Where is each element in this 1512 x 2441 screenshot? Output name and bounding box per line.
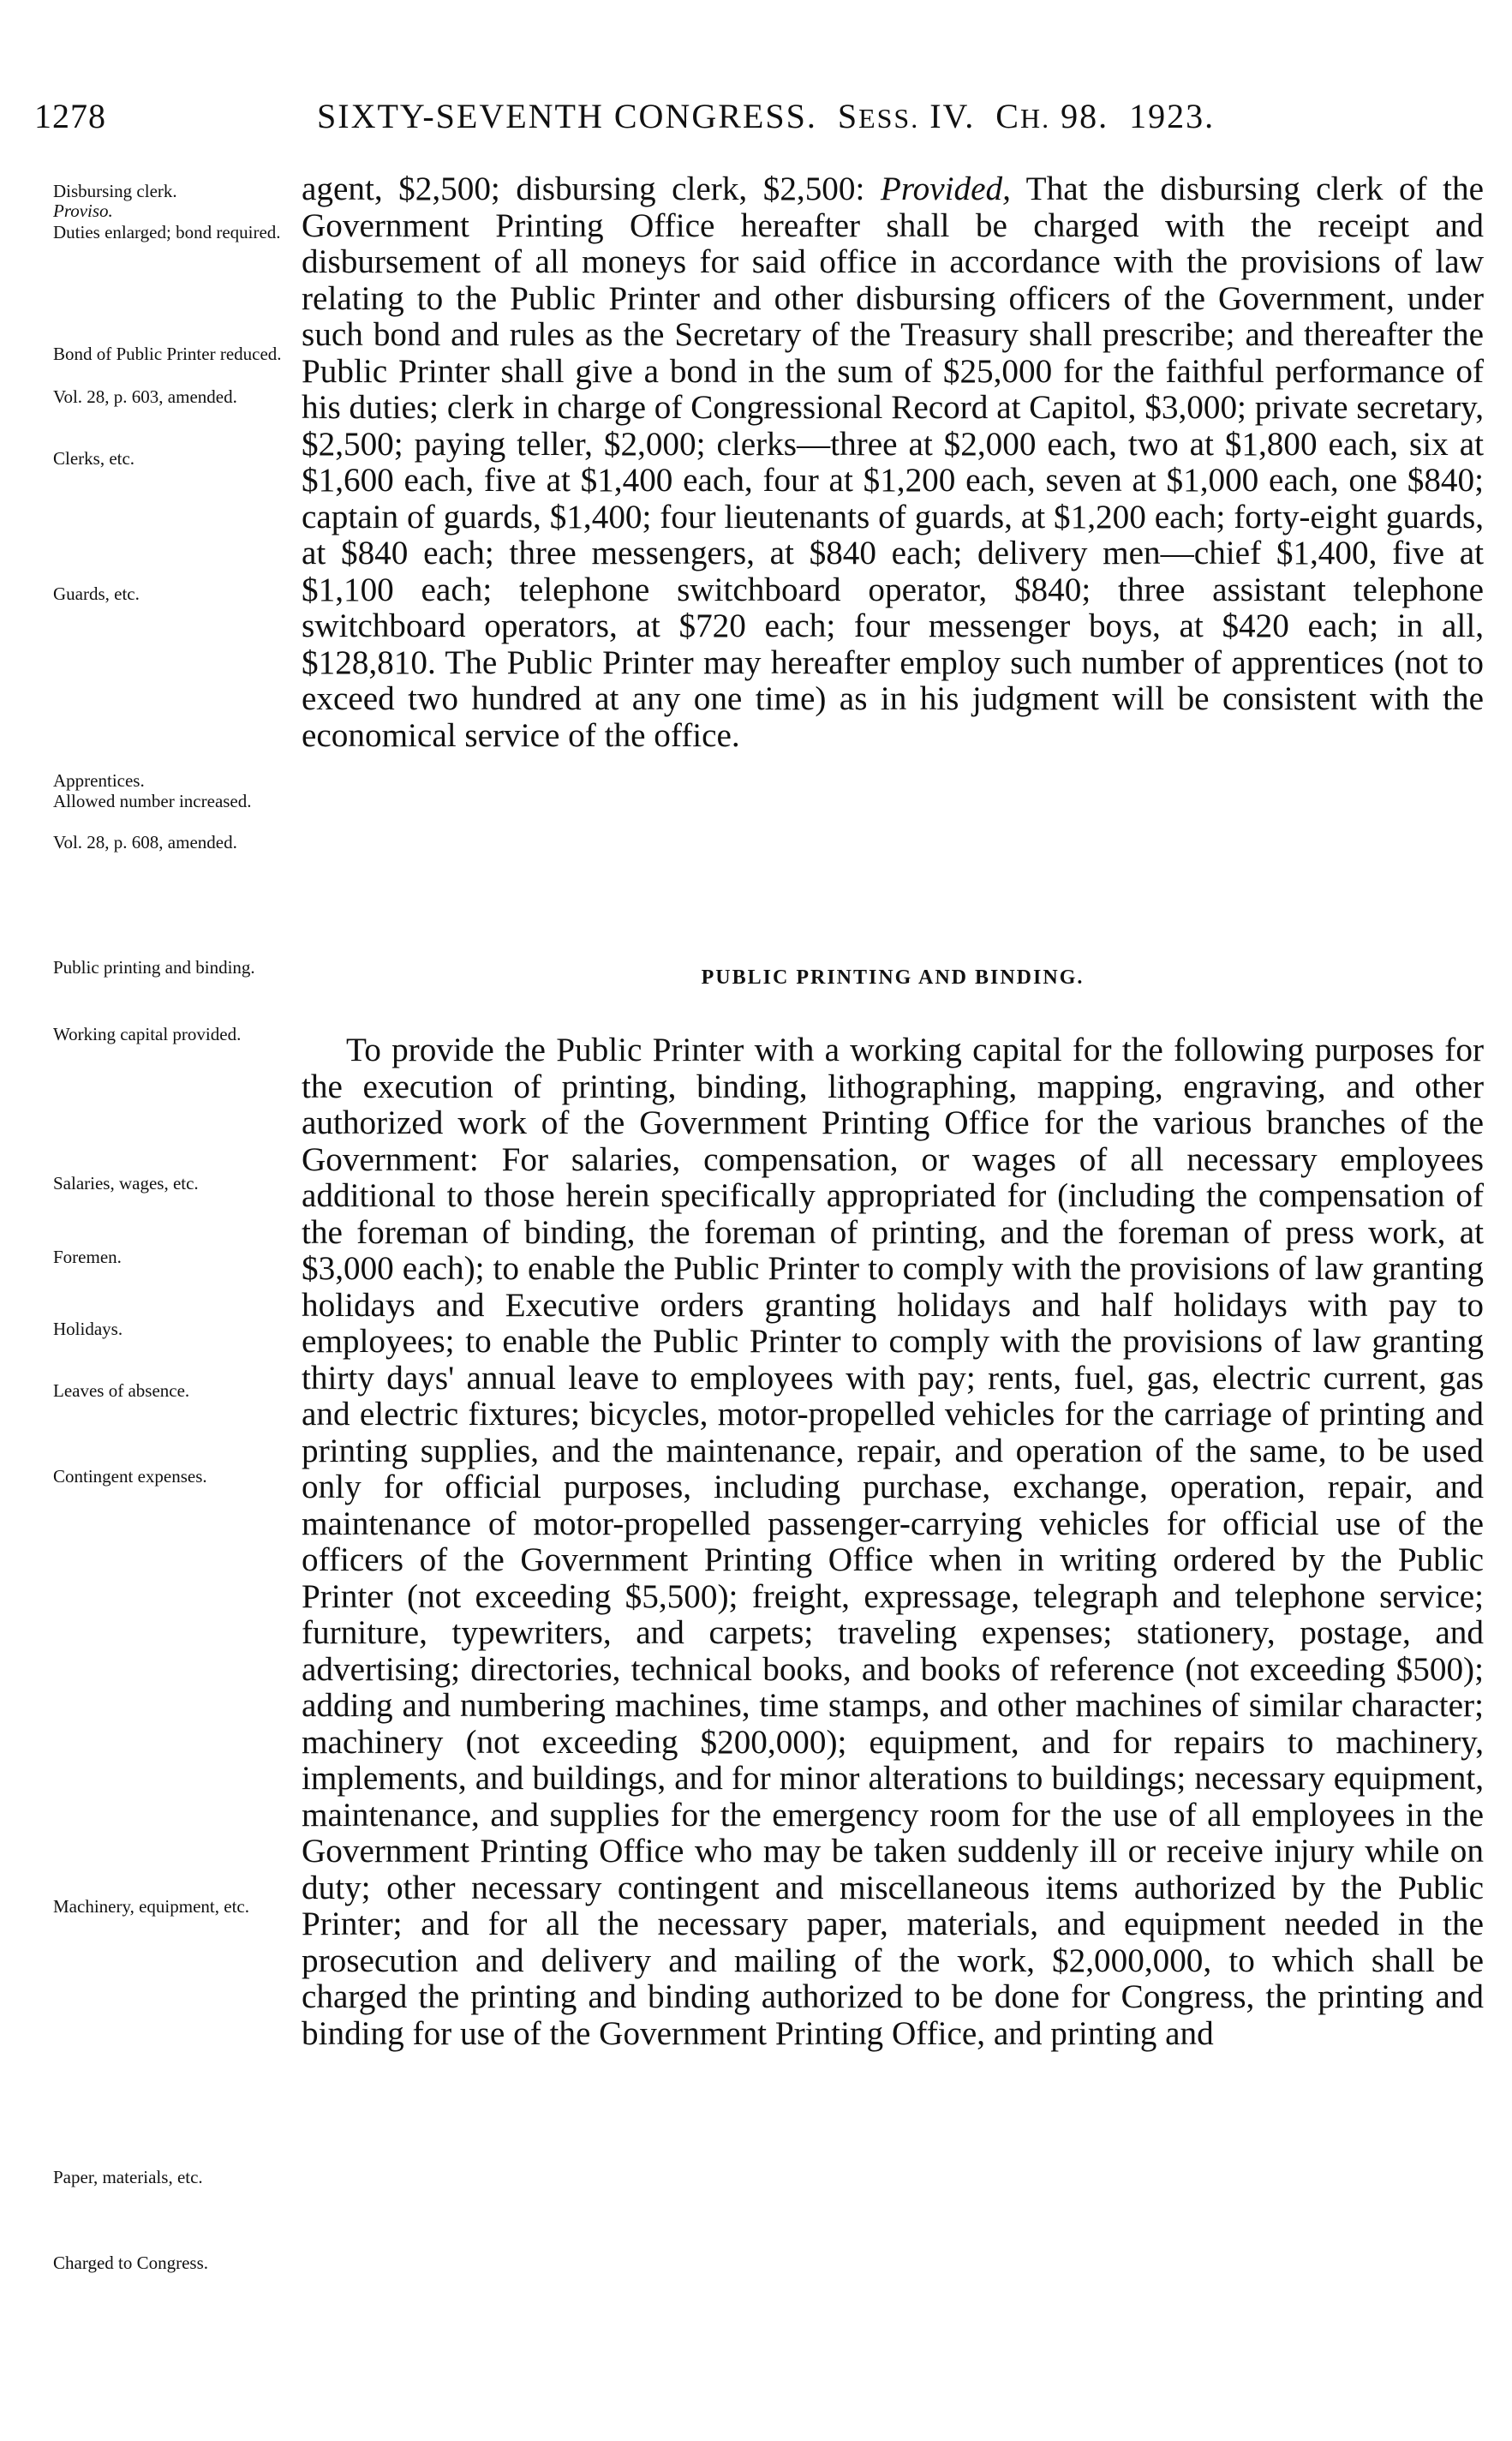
page-number: 1278 bbox=[34, 97, 106, 135]
margin-note: Proviso. bbox=[53, 200, 113, 221]
chapter-rest: H. bbox=[1019, 103, 1051, 134]
chapter-prefix: C bbox=[995, 97, 1020, 135]
year: 1923. bbox=[1129, 97, 1216, 135]
margin-note: Clerks, etc. bbox=[53, 448, 135, 469]
margin-note: Holidays. bbox=[53, 1319, 123, 1339]
margin-note: Salaries, wages, etc. bbox=[53, 1173, 199, 1194]
paragraph-1 bbox=[302, 171, 1484, 754]
margin-note: Working capital provided. bbox=[53, 1024, 242, 1044]
session-number: IV. bbox=[929, 97, 976, 135]
paragraph-2 bbox=[302, 1032, 1484, 2052]
margin-note: Apprentices. bbox=[53, 770, 145, 791]
margin-note: Duties enlarged; bond required. bbox=[53, 222, 281, 242]
chapter-number: 98. bbox=[1061, 97, 1109, 135]
margin-note: Vol. 28, p. 603, amended. bbox=[53, 386, 237, 407]
margin-note: Bond of Public Printer reduced. bbox=[53, 344, 282, 364]
section-heading: PUBLIC PRINTING AND BINDING. bbox=[701, 966, 1085, 989]
session-prefix: S bbox=[837, 97, 859, 135]
running-head bbox=[317, 96, 1215, 136]
margin-note: Leaves of absence. bbox=[53, 1380, 190, 1401]
margin-note: Foremen. bbox=[53, 1247, 122, 1267]
margin-note: Vol. 28, p. 608, amended. bbox=[53, 832, 237, 853]
margin-note: Public printing and binding. bbox=[53, 957, 255, 978]
paragraph-1-start: agent, $2,500; disbursing clerk, $2,500: bbox=[302, 171, 881, 207]
proviso-word: Provided, bbox=[880, 171, 1011, 207]
margin-note: Paper, materials, etc. bbox=[53, 2167, 203, 2187]
paragraph-2-text: To provide the Public Printer with a working capital for the following purposes for the execution of printing, binding, lithographing, mapping, engraving, and other authorized work of the Government Printing Office for the various branches of the Government: For salaries, compensation, or wages of all necessary employees additional to those herein specifically appropriated for (including the compensation of the foreman of binding, the foreman of printing, and the foreman of press work, at $3,000 each); to enable the Public Printer to comply with the provisions of law granting holidays and Executive orders granting holidays and half holidays with pay to employees; to enable the Public Printer to comply with the provisions of law granting thirty days' annual leave to employees with pay; rents, fuel, gas, electric current, gas and electric fixtures; bicycles, motor-propelled vehicles for the carriage of printing and printing supplies, and the maintenance, repair, and operation of the same, to be used only for official purposes, including purchase, exchange, operation, repair, and maintenance of motor-propelled passenger-carrying vehicles for official use of the officers of the Government Printing Office when in writing ordered by the Public Printer (not exceeding $5,500); freight, expressage, telegraph and telephone service; furniture, typewriters, and carpets; traveling expenses; stationery, postage, and advertising; directories, technical books, and books of reference (not exceeding $500); adding and numbering machines, time stamps, and other machines of similar character; machinery (not exceeding $200,000); equipment, and for repairs to machinery, implements, and buildings, and for minor alterations to buildings; necessary equipment, maintenance, and supplies for the emergency room for the use of all employees in the Government Printing Office who may be taken suddenly ill or receive injury while on duty; other necessary contingent and miscellaneous items authorized by the Public Printer; and for all the necessary paper, materials, and equipment needed in the prosecution and delivery and mailing of the work, $2,000,000, to which shall be charged the printing and binding authorized to be done for Congress, the printing and binding for use of the Government Printing Office, and printing and bbox=[302, 1032, 1484, 2052]
margin-note: Guards, etc. bbox=[53, 583, 140, 604]
margin-note: Disbursing clerk. bbox=[53, 181, 177, 201]
margin-note: Contingent expenses. bbox=[53, 1466, 207, 1487]
paragraph-1-rest: That the disbursing clerk of the Government Printing Office hereafter shall be charged with the receipt and disbursement of all moneys for said office in accordance with the provisions of law relating to the Public Printer and other disbursing officers of the Government, under such bond and rules as the Secretary of the Treasury shall prescribe; and thereafter the Public Printer shall give a bond in the sum of $25,000 for the faithful performance of his duties; clerk in charge of Congressional Record at Capitol, $3,000; private secretary, $2,500; paying teller, $2,000; clerks—three at $2,000 each, two at $1,800 each, six at $1,600 each, five at $1,400 each, four at $1,200 each, seven at $1,000 each, one $840; captain of guards, $1,400; four lieutenants of guards, at $1,200 each; forty-eight guards, at $840 each; three messengers, at $840 each; delivery men—chief $1,400, five at $1,100 each; telephone switchboard operator, $840; three assistant telephone switchboard operators, at $720 each; four messenger boys, at $420 each; in all, $128,810. The Public Printer may hereafter employ such number of apprentices (not to exceed two hundred at any one time) as in his judgment will be consistent with the economical service of the office. bbox=[302, 171, 1485, 754]
margin-note: Machinery, equipment, etc. bbox=[53, 1896, 249, 1917]
margin-note: Charged to Congress. bbox=[53, 2253, 209, 2273]
session-rest: ESS. bbox=[858, 103, 920, 134]
congress-title: SIXTY-SEVENTH CONGRESS. bbox=[317, 97, 817, 135]
margin-note: Allowed number increased. bbox=[53, 791, 252, 811]
running-header bbox=[0, 96, 1512, 147]
